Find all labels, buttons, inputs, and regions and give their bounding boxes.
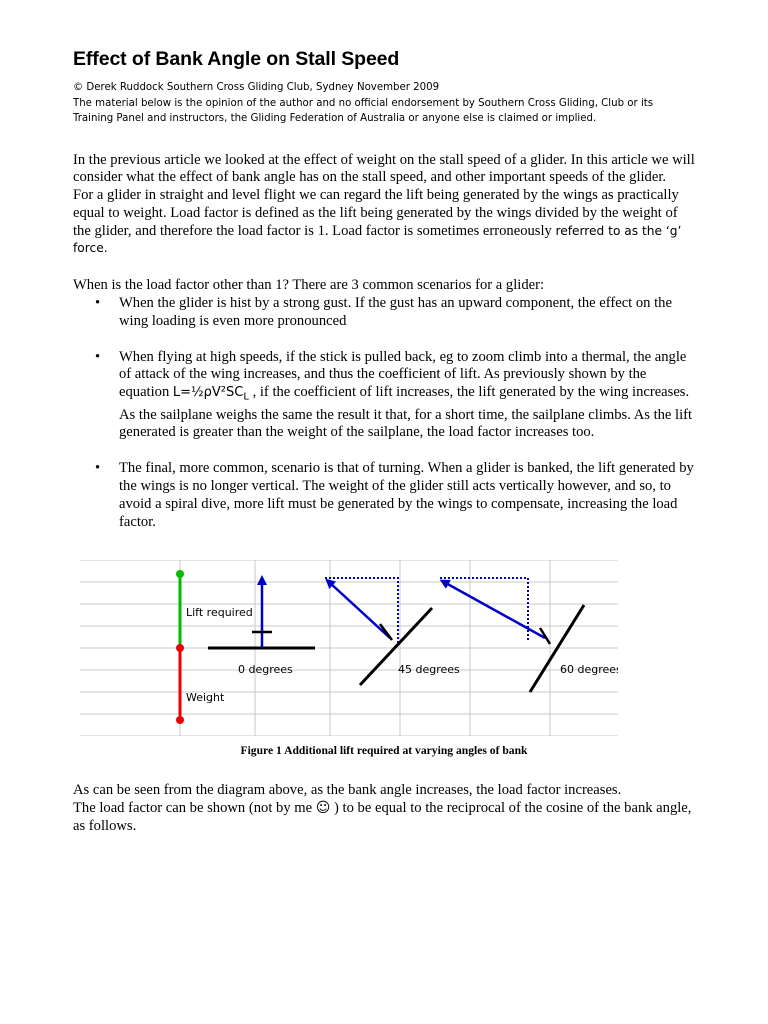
figure-diagram bbox=[80, 560, 618, 736]
scenario-pullup-after: , if the coefficient of lift increases, the lift generated by the wing increases. As the sailplane weighs the same the result it that, for a short time, the sailplane climbs. As the lift generated is greater than the weight of the sailplane, the load factor increases too. bbox=[119, 384, 693, 441]
g-force-note: referred to as the ‘g’ force. bbox=[73, 223, 682, 256]
bullet-icon: • bbox=[95, 460, 101, 477]
scenario-list bbox=[73, 295, 695, 531]
figure-caption: Figure 1 Additional lift required at varying angles of bank bbox=[240, 744, 528, 757]
bullet-icon: • bbox=[95, 348, 101, 365]
conclusion-paragraph-2-after: ) to be equal to the reciprocal of the cosine of the bank angle, as follows. bbox=[73, 799, 692, 834]
intro-paragraph-1: In the previous article we looked at the effect of weight on the stall speed of a glider. In this article we will consider what the effect of bank angle has on the stall speed, and other important speeds of the glider. bbox=[73, 151, 695, 186]
conclusion-paragraph-1: As can be seen from the diagram above, as the bank angle increases, the load factor increases. bbox=[73, 782, 622, 798]
scenarios-lead: When is the load factor other than 1? There are 3 common scenarios for a glider: bbox=[73, 277, 545, 294]
lift-equation bbox=[172, 385, 249, 403]
conclusion-section bbox=[73, 782, 695, 835]
conclusion-paragraph-2 bbox=[73, 800, 695, 836]
list-spacer bbox=[73, 442, 695, 460]
angle-label-0: 0 degrees bbox=[238, 663, 293, 676]
scenario-gust: When the glider is hist by a strong gust. If the gust has an upward component, the effect on the wing loading is even more pronounced bbox=[119, 295, 672, 329]
page-title: Effect of Bank Angle on Stall Speed bbox=[73, 48, 400, 70]
bullet-icon: • bbox=[95, 295, 101, 312]
intro-paragraph-2-text: For a glider in straight and level flight we can regard the lift being generated by the wings as practically equal to weight. Load factor is defined as the lift being generated by the wings divided by the weight of the glider, and therefore the load factor is 1. Load factor is sometimes erroneously bbox=[73, 187, 679, 239]
intro-section bbox=[73, 152, 695, 532]
weight-arrow bbox=[176, 648, 184, 724]
document-page bbox=[73, 48, 695, 531]
lift-required-label: Lift required bbox=[186, 606, 253, 619]
list-item bbox=[73, 349, 695, 443]
intro-paragraph-2 bbox=[73, 187, 695, 258]
lift-equation-subscript: L bbox=[243, 391, 249, 403]
figure-grid bbox=[80, 560, 618, 736]
lift-equation-main: L=½ρV²SC bbox=[172, 385, 244, 401]
conclusion-paragraph-2-before: The load factor can be shown (not by me bbox=[73, 799, 313, 816]
copyright-line: © Derek Ruddock Southern Cross Gliding Club, Sydney November 2009 bbox=[73, 82, 440, 93]
angle-label-60: 60 degrees bbox=[560, 663, 618, 676]
list-spacer bbox=[73, 331, 695, 349]
weight-label: Weight bbox=[186, 691, 225, 704]
list-item bbox=[73, 295, 695, 331]
scenario-turning: The final, more common, scenario is that of turning. When a glider is banked, the lift generated by the wings is no longer vertical. The weight of the glider still acts vertically however, and so, to avoid a spiral dive, more lift must be generated by the wings to compensate, increasing the load factor. bbox=[119, 460, 694, 530]
smiley-icon: ☺ bbox=[315, 799, 331, 816]
angle-label-45: 45 degrees bbox=[398, 663, 460, 676]
scenario-pullup-before: When flying at high speeds, if the stick is pulled back, eg to zoom climb into a thermal, the angle of attack of the wing increases, and thus the coefficient of lift. As previously shown by the equation bbox=[119, 348, 687, 401]
list-item bbox=[73, 460, 695, 531]
bank-angle-figure bbox=[80, 560, 618, 736]
disclaimer: The material below is the opinion of the author and no official endorsement by Southern Cross Gliding, Club or its Training Panel and instructors, the Gliding Federation of Australia or anyone else is claimed or implied. bbox=[73, 97, 654, 124]
